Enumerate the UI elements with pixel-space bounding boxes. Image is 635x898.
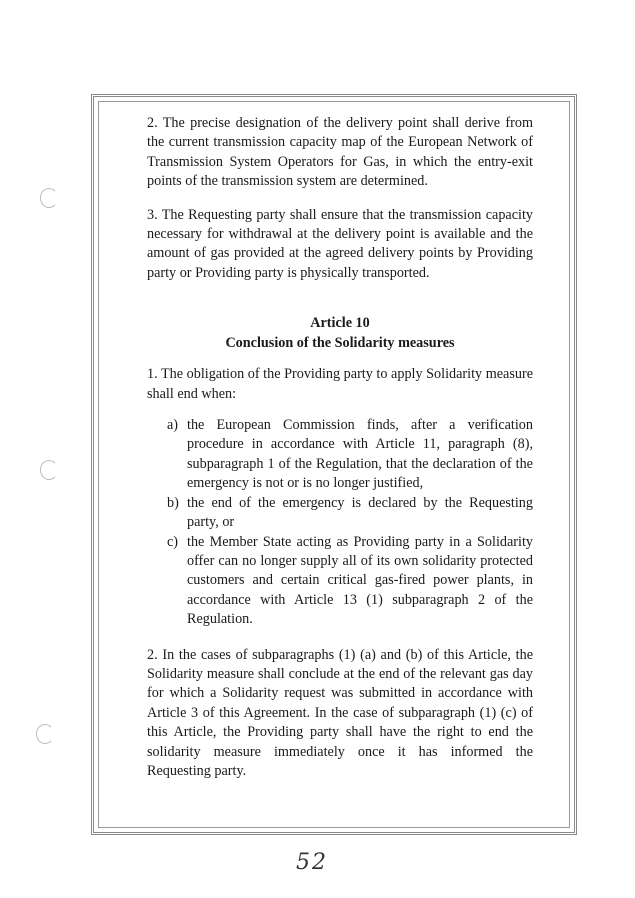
article-number: Article 10: [310, 315, 370, 332]
list-item-text: the European Commission finds, after a verification procedure in accordance with Article 11, paragraph (8), subparagraph 1 of the Regulation, that the declaration of the emergency is not or is no longer justified,: [187, 417, 533, 492]
clause-2: 2. In the cases of subparagraphs (1) (a) and (b) of this Article, the Solidarity measure shall conclude at the end of the relevant gas day for which a Solidarity request was submitted in accordance with Article 3 of this Agreement. In the case of subparagraph (1) (c) of this Article, the Providing party shall have the right to end the solidarity measure immediately once it has informed the Requesting party.: [147, 646, 533, 779]
paragraph-delivery-point: 2. The precise designation of the delivery point shall derive from the current transmission capacity map of the European Network of Transmission System Operators for Gas, in which the entry-exit points of the transmission system are determined.: [147, 115, 533, 190]
page-number: 52: [296, 850, 328, 875]
list-item-text: the end of the emergency is declared by the Requesting party, or: [187, 494, 533, 531]
list-item: [167, 416, 533, 494]
punch-hole-mark: [36, 724, 54, 744]
punch-hole-mark: [40, 188, 58, 208]
list-marker: c): [167, 533, 179, 550]
clause-1-intro: 1. The obligation of the Providing party to apply Solidarity measure shall end when:: [147, 366, 533, 402]
article-heading: [147, 313, 533, 353]
clause-1-list: [147, 416, 533, 629]
punch-hole-mark: [40, 460, 58, 480]
list-item: [167, 494, 533, 533]
paragraph-transmission-capacity: 3. The Requesting party shall ensure that the transmission capacity necessary for withdrawal at the delivery point is available and the amount of gas provided at the agreed delivery points by Providing party or Providing party is physically transported.: [147, 206, 533, 281]
article-title: Conclusion of the Solidarity measures: [225, 335, 455, 352]
document-body: [147, 114, 533, 781]
list-marker: a): [167, 417, 179, 434]
list-item-text: the Member State acting as Providing party in a Solidarity offer can no longer supply all of its own solidarity protected customers and certain critical gas-fired power plants, in accordance with Article 13 (1) subparagraph 2 of the Regulation.: [187, 533, 533, 628]
list-marker: b): [167, 494, 179, 511]
list-item: [167, 533, 533, 630]
